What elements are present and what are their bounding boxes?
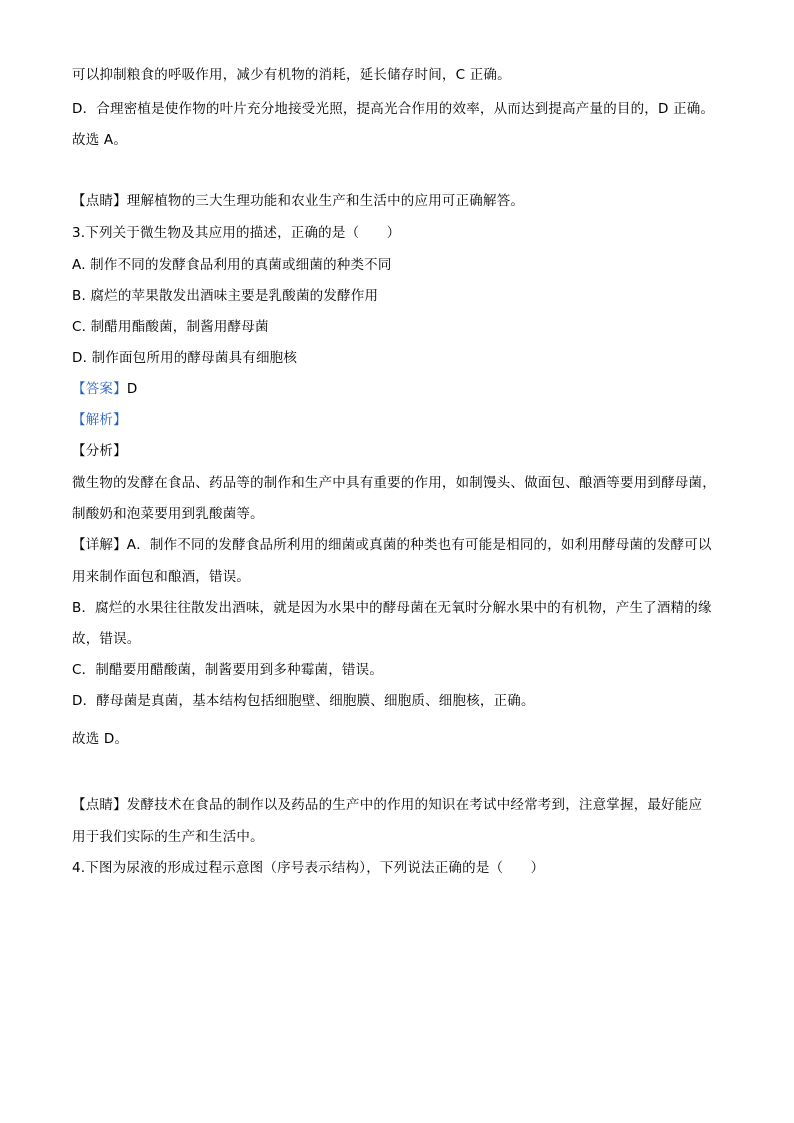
prev-continuation-line-1: 可以抑制粮食的呼吸作用，减少有机物的消耗，延长储存时间，C 正确。	[72, 67, 511, 83]
detail-line-5: C．制醋要用醋酸菌，制酱要用到多种霉菌，错误。	[72, 662, 384, 678]
answer-row	[72, 380, 137, 398]
comment-line-2: 用于我们实际的生产和生活中。	[72, 829, 264, 845]
fenxi-line-2: 制酸奶和泡菜要用到乳酸菌等。	[72, 506, 264, 522]
analysis-label: 【解析】	[72, 412, 127, 428]
prev-conclusion: 故选 A。	[72, 132, 128, 148]
detail-line-2: 用来制作面包和酿酒，错误。	[72, 569, 251, 585]
question-3-option-d: D. 制作面包所用的酵母菌具有细胞核	[72, 350, 298, 366]
answer-value: D	[126, 381, 138, 397]
fenxi-label: 【分析】	[72, 443, 127, 459]
comment-line-1: 【点睛】发酵技术在食品的制作以及药品的生产中的作用的知识在考试中经常考到，注意掌握，最好能应	[72, 797, 703, 813]
question-3-stem: 3.下列关于微生物及其应用的描述，正确的是（ ）	[72, 225, 401, 241]
prev-comment: 【点睛】理解植物的三大生理功能和农业生产和生活中的应用可正确解答。	[72, 193, 525, 209]
q3-conclusion: 故选 D。	[72, 731, 129, 747]
detail-line-3: B．腐烂的水果往往散发出酒味，就是因为水果中的酵母菌在无氧时分解水果中的有机物，产生了酒精的缘	[72, 600, 712, 616]
question-3-option-b: B. 腐烂的苹果散发出酒味主要是乳酸菌的发酵作用	[72, 288, 379, 304]
detail-line-1: 【详解】A．制作不同的发酵食品所利用的细菌或真菌的种类也有可能是相同的，如利用酵母菌的发酵可以	[72, 537, 712, 553]
question-4-stem: 4.下图为尿液的形成过程示意图（序号表示结构），下列说法正确的是（ ）	[72, 860, 545, 876]
question-3-option-c: C. 制醋用酯酸菌，制酱用酵母菌	[72, 319, 269, 335]
fenxi-line-1: 微生物的发酵在食品、药品等的制作和生产中具有重要的作用，如制馒头、做面包、酿酒等要用到酵母菌，	[72, 475, 716, 491]
detail-line-4: 故，错误。	[72, 631, 141, 647]
detail-line-6: D．酵母菌是真菌，基本结构包括细胞壁、细胞膜、细胞质、细胞核，正确。	[72, 693, 535, 709]
question-3-option-a: A. 制作不同的发酵食品利用的真菌或细菌的种类不同	[72, 257, 392, 273]
answer-label: 【答案】	[72, 381, 127, 397]
prev-continuation-line-2: D．合理密植是使作物的叶片充分地接受光照，提高光合作用的效率，从而达到提高产量的目的，D 正确。	[72, 101, 715, 117]
